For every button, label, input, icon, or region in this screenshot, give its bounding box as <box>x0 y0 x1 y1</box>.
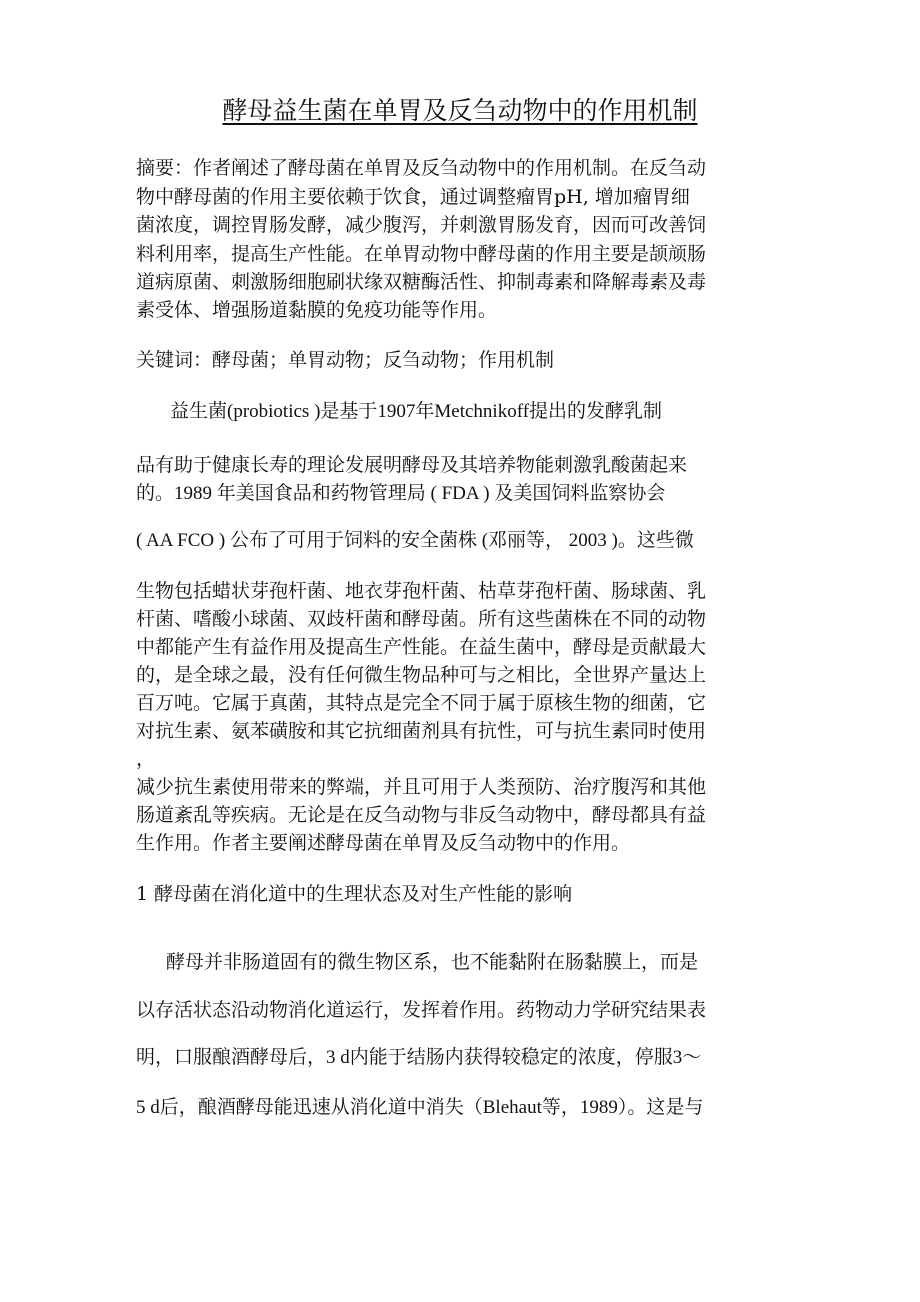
section-line-2: 以存活状态沿动物消化道运行，发挥着作用。药物动力学研究结果表 <box>136 999 707 1021</box>
body-line-7: ， <box>136 748 156 770</box>
abstract-line-3: 菌浓度，调控胃肠发酵，减少腹泻，并刺激胃肠发育，因而可改善饲 <box>136 214 707 236</box>
body-line-3: 中都能产生有益作用及提高生产性能。在益生菌中，酵母是贡献最大 <box>136 636 707 658</box>
section-line-4: 5 d后，酿酒酵母能迅速从消化道中消失（Blehaut等，1989）。这是与 <box>136 1097 704 1118</box>
abstract-line-4: 料利用率，提高生产性能。在单胃动物中酵母菌的作用主要是颉颃肠 <box>136 243 707 265</box>
section-line-3: 明，口服酿酒酵母后，3 d内能于结肠内获得较稳定的浓度，停服3～ <box>136 1047 702 1068</box>
body-line-6: 对抗生素、氨苯磺胺和其它抗细菌剂具有抗性，可与抗生素同时使用 <box>136 720 707 742</box>
body-line-2: 杆菌、嗜酸小球菌、双歧杆菌和酵母菌。所有这些菌株在不同的动物 <box>136 608 707 630</box>
body-line-5: 百万吨。它属于真菌，其特点是完全不同于属于原核生物的细菌，它 <box>136 692 707 714</box>
intro-line-2: 品有助于健康长寿的理论发展明酵母及其培养物能刺激乳酸菌起来 <box>136 454 688 476</box>
keywords-line: 关键词：酵母菌；单胃动物；反刍动物；作用机制 <box>136 349 555 371</box>
abstract-line-1: 摘要：作者阐述了酵母菌在单胃及反刍动物中的作用机制。在反刍动 <box>136 157 707 179</box>
body-line-1: 生物包括蜡状芽孢杆菌、地衣芽孢杆菌、枯草芽孢杆菌、肠球菌、乳 <box>136 580 707 602</box>
abstract-line-2: 物中酵母菌的作用主要依赖于饮食，通过调整瘤胃pH, 增加瘤胃细 <box>136 186 690 208</box>
body-line-10: 生作用。作者主要阐述酵母菌在单胃及反刍动物中的作用。 <box>136 832 631 854</box>
section-line-1: 酵母并非肠道固有的微生物区系，也不能黏附在肠黏膜上，而是 <box>166 951 699 973</box>
intro-line-1: 益生菌(probiotics )是基于1907年Metchnikoff提出的发酵乳制 <box>170 401 663 422</box>
abstract-line-6: 素受体、增强肠道黏膜的免疫功能等作用。 <box>136 299 498 321</box>
section-heading-1: 1 酵母菌在消化道中的生理状态及对生产性能的影响 <box>136 883 573 905</box>
body-line-8: 减少抗生素使用带来的弊端，并且可用于人类预防、治疗腹泻和其他 <box>136 776 707 798</box>
body-line-4: 的，是全球之最，没有任何微生物品种可与之相比，全世界产量达上 <box>136 664 707 686</box>
document-title: 酵母益生菌在单胃及反刍动物中的作用机制 <box>222 96 698 125</box>
abstract-line-5: 道病原菌、刺激肠细胞刷状缘双糖酶活性、抑制毒素和降解毒素及毒 <box>136 271 707 293</box>
body-line-9: 肠道紊乱等疾病。无论是在反刍动物与非反刍动物中，酵母都具有益 <box>136 804 707 826</box>
intro-line-3: 的。1989 年美国食品和药物管理局 ( FDA ) 及美国饲料监察协会 <box>136 483 666 504</box>
intro-line-4: ( AA FCO ) 公布了可用于饲料的安全菌株 (邓丽等， 2003 )。这些微 <box>136 530 694 551</box>
